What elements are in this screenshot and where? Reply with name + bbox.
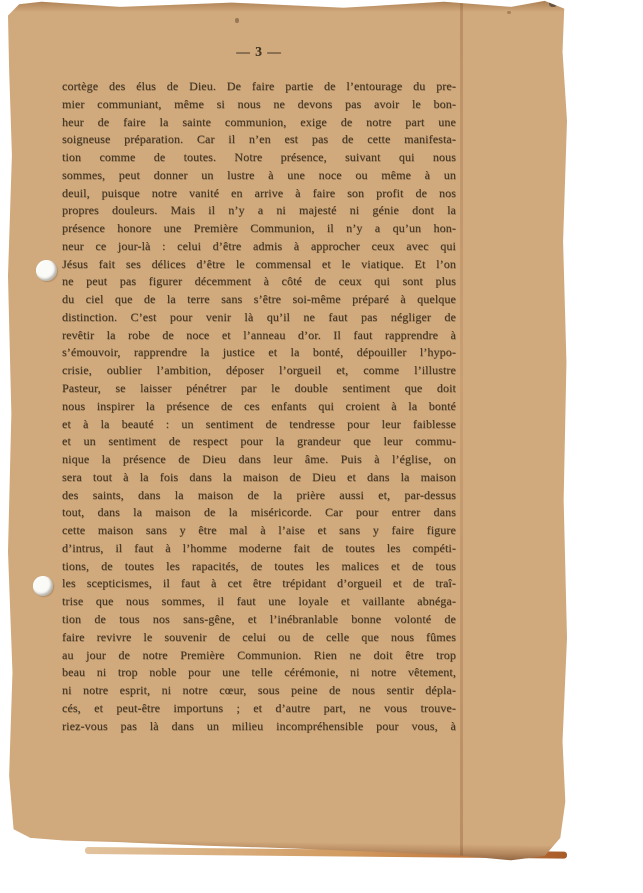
body-text-line: neur ce jour-là : celui d’être admis à approcher ceux avec qui [62, 238, 456, 253]
body-text-line: ni notre esprit, ni notre cœur, sous peine de nous sentir dépla- [62, 683, 456, 698]
body-text-line: cortège des élus de Dieu. De faire partie de l’entourage du pre- [62, 79, 456, 93]
body-text-line: sommes, peut donner un lustre à une noce ou même à un [62, 167, 456, 182]
page-number: — 3 — [236, 44, 282, 59]
body-text-line: cette maison sans y être mal à l’aise et sans y faire figure [62, 523, 456, 538]
body-text [62, 78, 456, 735]
body-text-line: du ciel que de la terre sans s’être soi-même préparé à quelque [62, 292, 456, 307]
body-text-line: sera tout à la fois dans la maison de Dieu et dans la maison [62, 469, 456, 484]
body-text-line: Jésus fait ses délices d’être le commensal et le viatique. Et l’on [62, 256, 456, 271]
body-text-line: d’intrus, il faut à l’homme moderne fait de toutes les compéti- [62, 540, 456, 555]
body-text-line: tion comme de toutes. Notre présence, suivant qui nous [62, 150, 456, 165]
body-text-line: cés, et peut-être importuns ; et d’autre part, ne vous trouve- [62, 700, 456, 715]
body-text-line: soigneuse préparation. Car il n’en est pas de cette manifesta- [62, 132, 456, 147]
body-text-line: et à la beauté : un sentiment de tendresse pour leur faiblesse [62, 416, 456, 431]
paper-speck [507, 11, 511, 14]
paper-speck [549, 0, 557, 7]
body-text-line: heur de faire la sainte communion, exige de notre part une [62, 114, 456, 129]
punch-hole-bottom [33, 576, 53, 596]
body-text-line: trise que nous sommes, il faut une loyale et vaillante abnéga- [62, 594, 456, 609]
body-text-line: revêtir la robe de noce et l’anneau d’or. Il faut rapprendre à [62, 327, 456, 342]
body-text-line: présence honore une Première Communion, il n’y a qu’un hon- [62, 221, 456, 236]
body-text-line: Pasteur, se laisser pénétrer par le double sentiment que doit [62, 381, 456, 396]
body-text-line: des saints, dans la maison de la prière aussi et, par-dessus [62, 487, 456, 502]
body-text-line: tout, dans la maison de la miséricorde. Car pour entrer dans [62, 505, 456, 520]
body-text-line: les scepticismes, il faut à cet être trépidant d’orgueil et de traî- [62, 576, 456, 591]
body-text-line: mier communiant, même si nous ne devons pas avoir le bon- [62, 96, 456, 111]
body-text-line: beau ni trop noble pour une telle cérémonie, ni notre vêtement, [62, 665, 456, 680]
body-text-line: ne peut pas figurer décemment à côté de ceux qui sont plus [62, 274, 456, 289]
body-text-line: crisie, oublier l’ambition, déposer l’orgueil et, comme l’illustre [62, 363, 456, 378]
paper-crease [460, 0, 463, 856]
body-text-line: s’émouvoir, rapprendre la justice et la bonté, dépouiller l’hypo- [62, 345, 456, 360]
body-text-line: et un sentiment de respect pour la grandeur que leur commu- [62, 434, 456, 449]
body-text-line: tions, de toutes les rapacités, de toutes les malices et de tous [62, 558, 456, 573]
punch-hole-top [36, 260, 57, 281]
body-text-line: propres douleurs. Mais il n’y a ni majesté ni génie dont la [62, 203, 456, 218]
body-text-line: au jour de notre Première Communion. Rien ne doit être trop [62, 647, 456, 662]
body-text-line: distinction. C’est pour venir là qu’il ne faut pas négliger de [62, 309, 456, 324]
body-text-line: deuil, puisque notre vanité en arrive à faire son profit de nos [62, 185, 456, 200]
body-text-line: nique la présence de Dieu dans leur âme. Puis à l’église, on [62, 452, 456, 467]
body-text-line: riez-vous pas là dans un milieu incompréhensible pour vous, à [62, 718, 456, 733]
paper-speck [235, 18, 239, 23]
body-text-line: nous inspirer la présence de ces enfants qui croient à la bonté [62, 398, 456, 413]
body-text-line: faire revivre le souvenir de celui ou de celle que nous fûmes [62, 629, 456, 644]
body-text-line: tion de tous nos sans-gêne, et l’inébranlable bonne volonté de [62, 611, 456, 626]
